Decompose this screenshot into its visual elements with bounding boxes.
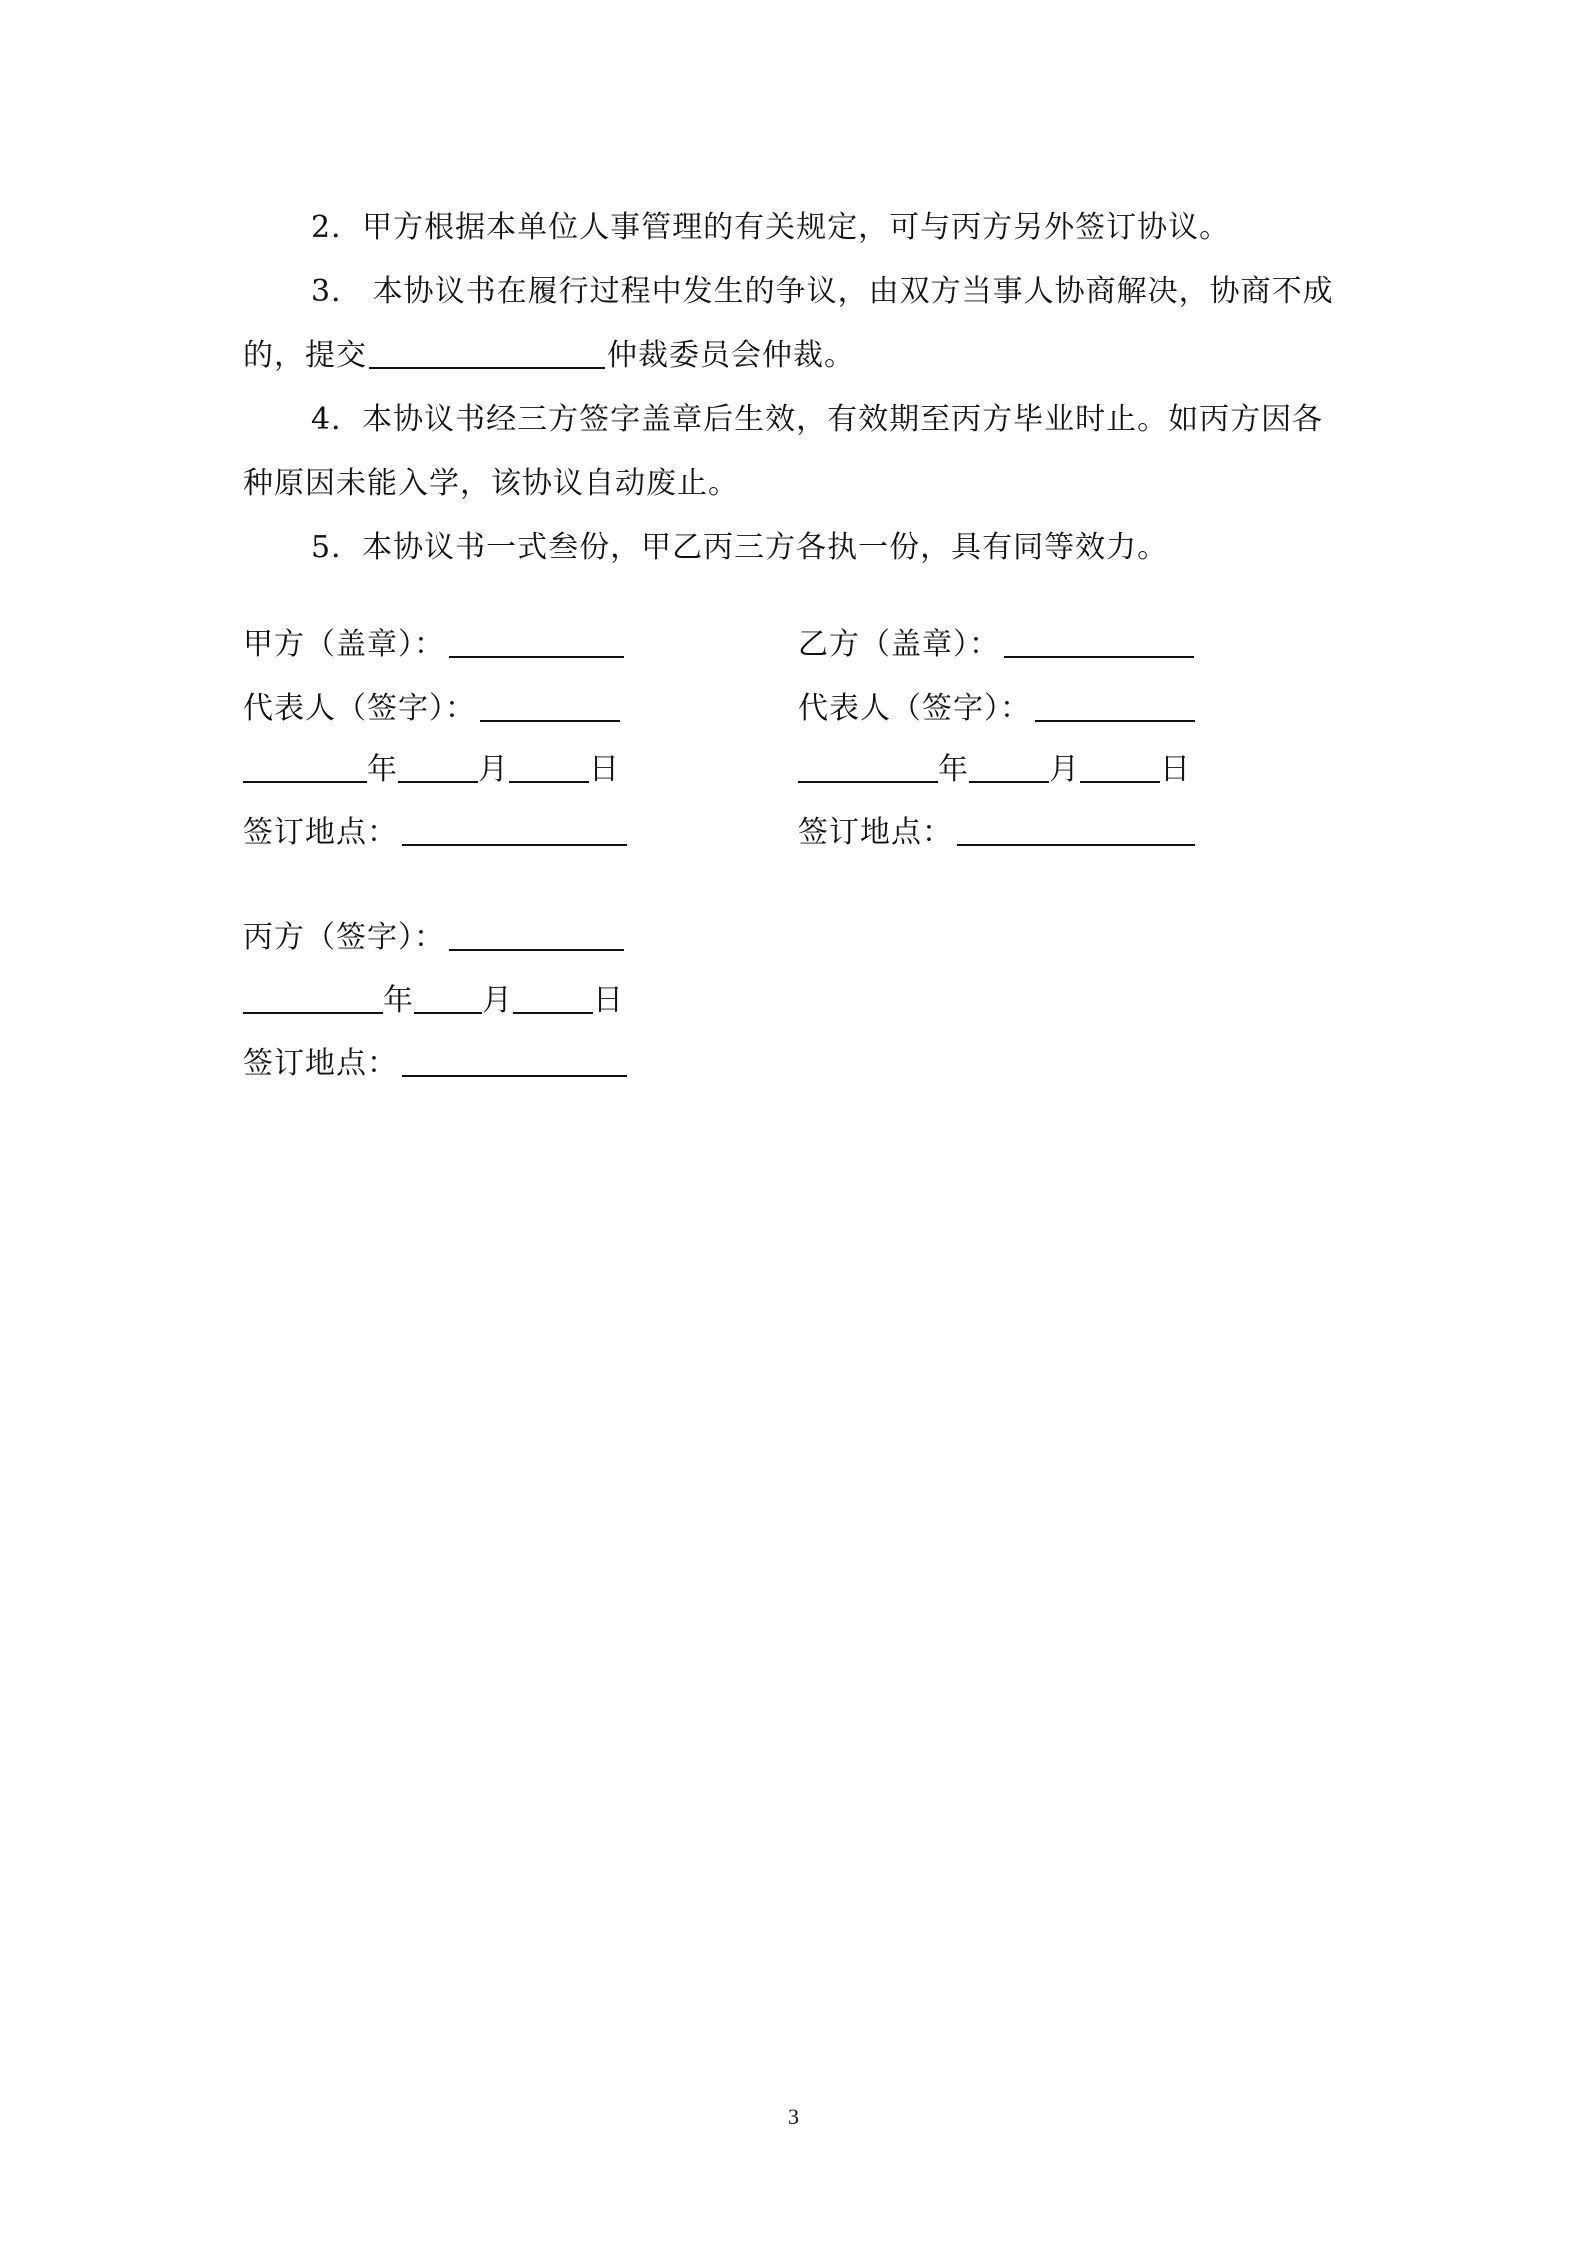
party-c-year-blank[interactable] [243, 982, 383, 1014]
party-a-year-label: 年 [367, 752, 398, 787]
party-c-place-blank[interactable] [402, 1045, 627, 1077]
party-b-day-label: 日 [1160, 752, 1191, 787]
page-number: 3 [788, 2104, 799, 2129]
party-c-place-line [243, 1044, 627, 1084]
party-b-place-blank[interactable] [957, 814, 1195, 846]
party-b-day-blank[interactable] [1080, 751, 1160, 783]
party-a-day-blank[interactable] [509, 751, 589, 783]
clause-3 [243, 260, 1353, 388]
party-a-year-blank[interactable] [243, 751, 367, 783]
party-b-month-label: 月 [1049, 752, 1080, 787]
party-c-sign-label: 丙方（签字）： [243, 920, 445, 955]
clause-5 [243, 516, 1353, 580]
party-a-place-line [243, 813, 627, 853]
party-c-date-line [243, 981, 624, 1021]
party-a-date-line [243, 750, 620, 790]
arbitration-committee-blank[interactable] [369, 337, 605, 369]
party-b-seal-blank[interactable] [1004, 626, 1194, 658]
clause-4 [243, 388, 1353, 516]
party-c-place-label: 签订地点： [243, 1046, 398, 1081]
party-b-month-blank[interactable] [969, 751, 1049, 783]
party-a-rep-label: 代表人（签字）： [243, 691, 476, 726]
clause-3-text: 3． 本协议书在履行过程中发生的争议，由双方当事人协商解决，协商不成的，提交 [243, 274, 1334, 373]
party-c-year-label: 年 [383, 983, 414, 1018]
party-c-day-blank[interactable] [513, 982, 593, 1014]
party-c-sign-blank[interactable] [449, 919, 624, 951]
party-c-month-blank[interactable] [414, 982, 482, 1014]
clause-5-text: 5．本协议书一式叁份，甲乙丙三方各执一份，具有同等效力。 [311, 530, 1169, 565]
party-c-day-label: 日 [593, 983, 624, 1018]
party-b-rep-line [798, 689, 1195, 729]
party-b-seal-line [798, 625, 1194, 665]
clause-2 [243, 196, 1353, 260]
party-a-place-label: 签订地点： [243, 815, 398, 850]
party-a-month-blank[interactable] [398, 751, 478, 783]
party-a-seal-line [243, 625, 624, 665]
party-a-day-label: 日 [589, 752, 620, 787]
clause-3-text-end: 仲裁委员会仲裁。 [607, 338, 855, 373]
party-b-place-line [798, 813, 1195, 853]
party-b-place-label: 签订地点： [798, 815, 953, 850]
party-b-year-label: 年 [938, 752, 969, 787]
party-b-seal-label: 乙方（盖章）： [798, 627, 1000, 662]
clause-2-text: 2．甲方根据本单位人事管理的有关规定，可与丙方另外签订协议。 [311, 210, 1231, 245]
party-b-year-blank[interactable] [798, 751, 938, 783]
party-b-rep-label: 代表人（签字）： [798, 691, 1031, 726]
clause-4-text: 4．本协议书经三方签字盖章后生效，有效期至丙方毕业时止。如丙方因各种原因未能入学，该协议自动废止。 [243, 402, 1324, 501]
party-c-month-label: 月 [482, 983, 513, 1018]
party-a-rep-line [243, 689, 620, 729]
party-a-rep-blank[interactable] [480, 690, 620, 722]
party-b-rep-blank[interactable] [1035, 690, 1195, 722]
party-a-place-blank[interactable] [402, 814, 627, 846]
party-a-seal-label: 甲方（盖章）： [243, 627, 445, 662]
party-a-month-label: 月 [478, 752, 509, 787]
party-b-date-line [798, 750, 1191, 790]
party-a-seal-blank[interactable] [449, 626, 624, 658]
party-c-sign-line [243, 918, 624, 958]
